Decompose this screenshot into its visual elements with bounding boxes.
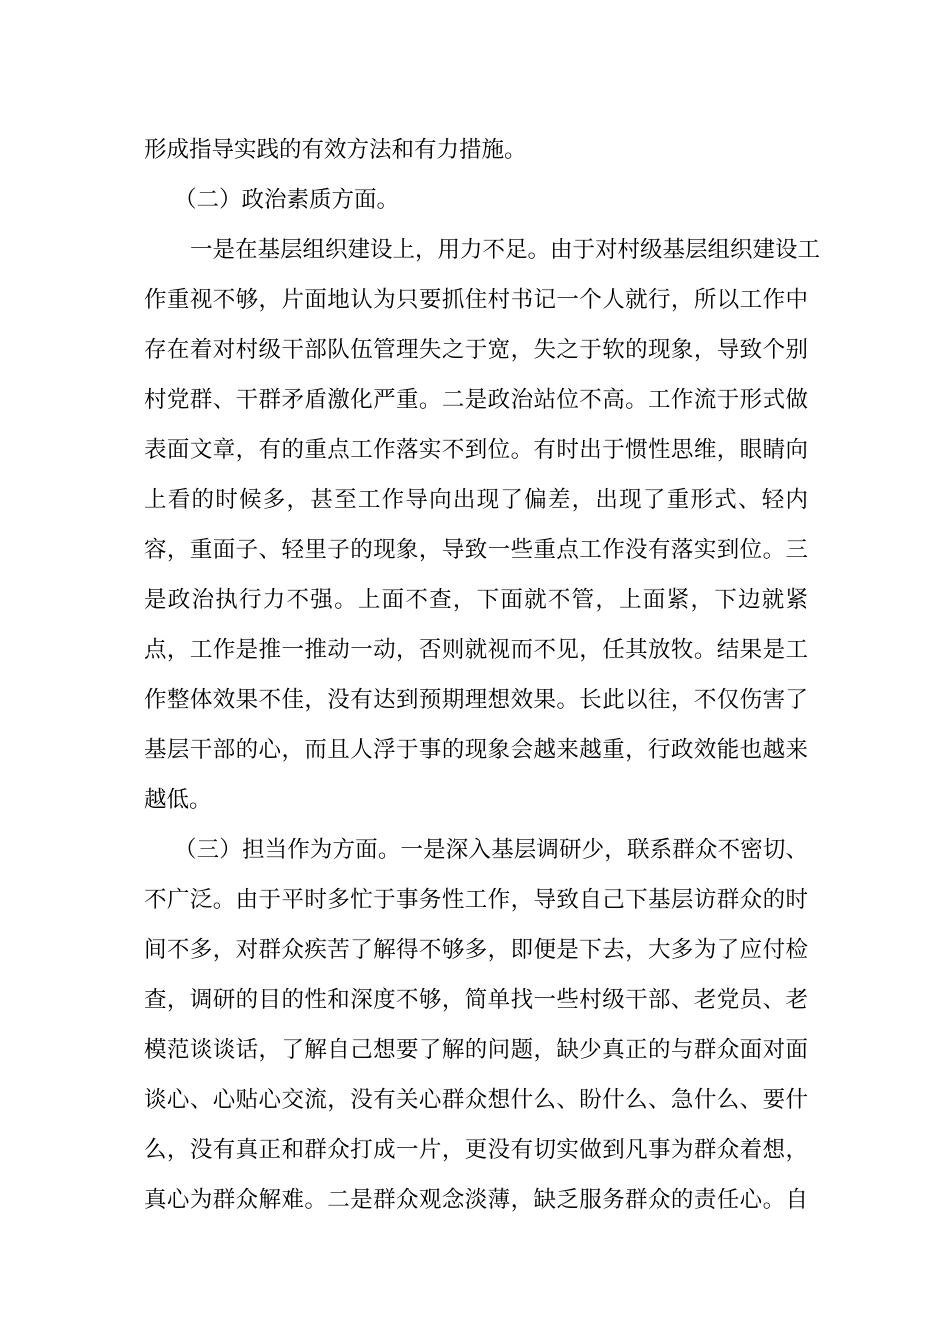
paragraph-line: 越低。 (144, 787, 212, 813)
paragraph-line: 形成指导实践的有效方法和有力措施。 (144, 137, 527, 163)
paragraph-line: 点，工作是推一推动一动，否则就视而不见，任其放牧。结果是工 (144, 637, 808, 663)
paragraph-line: 真心为群众解难。二是群众观念淡薄，缺乏服务群众的责任心。自 (144, 1187, 808, 1213)
paragraph-line: 谈心、心贴心交流，没有关心群众想什么、盼什么、急什么、要什 (144, 1087, 808, 1113)
paragraph-line: 不广泛。由于平时多忙于事务性工作，导致自己下基层访群众的时 (144, 887, 808, 913)
paragraph-line: 模范谈谈话，了解自己想要了解的问题，缺少真正的与群众面对面 (144, 1037, 808, 1063)
paragraph-line: 查，调研的目的性和深度不够，简单找一些村级干部、老党员、老 (144, 987, 808, 1013)
paragraph-line: 村党群、干群矛盾激化严重。二是政治站位不高。工作流于形式做 (144, 387, 808, 413)
paragraph-line: 么，没有真正和群众打成一片，更没有切实做到凡事为群众着想， (144, 1137, 808, 1163)
section-heading: （三）担当作为方面。一是深入基层调研少，联系群众不密切、 (174, 837, 808, 863)
paragraph-line: 存在着对村级干部队伍管理失之于宽，失之于软的现象，导致个别 (144, 337, 808, 363)
paragraph-line: 上看的时候多，甚至工作导向出现了偏差，出现了重形式、轻内 (144, 487, 808, 513)
paragraph-line: 间不多，对群众疾苦了解得不够多，即便是下去，大多为了应付检 (144, 937, 808, 963)
paragraph-line: 一是在基层组织建设上，用力不足。由于对村级基层组织建设工 (190, 237, 821, 263)
paragraph-line: 作重视不够，片面地认为只要抓住村书记一个人就行，所以工作中 (144, 287, 808, 313)
paragraph-line: 容，重面子、轻里子的现象，导致一些重点工作没有落实到位。三 (144, 537, 808, 563)
paragraph-line: 基层干部的心，而且人浮于事的现象会越来越重，行政效能也越来 (144, 737, 808, 763)
paragraph-line: 表面文章，有的重点工作落实不到位。有时出于惯性思维，眼睛向 (144, 437, 808, 463)
paragraph-line: 作整体效果不佳，没有达到预期理想效果。长此以往，不仅伤害了 (144, 687, 808, 713)
paragraph-line: 是政治执行力不强。上面不查，下面就不管，上面紧，下边就紧 (144, 587, 808, 613)
section-heading: （二）政治素质方面。 (174, 187, 400, 213)
